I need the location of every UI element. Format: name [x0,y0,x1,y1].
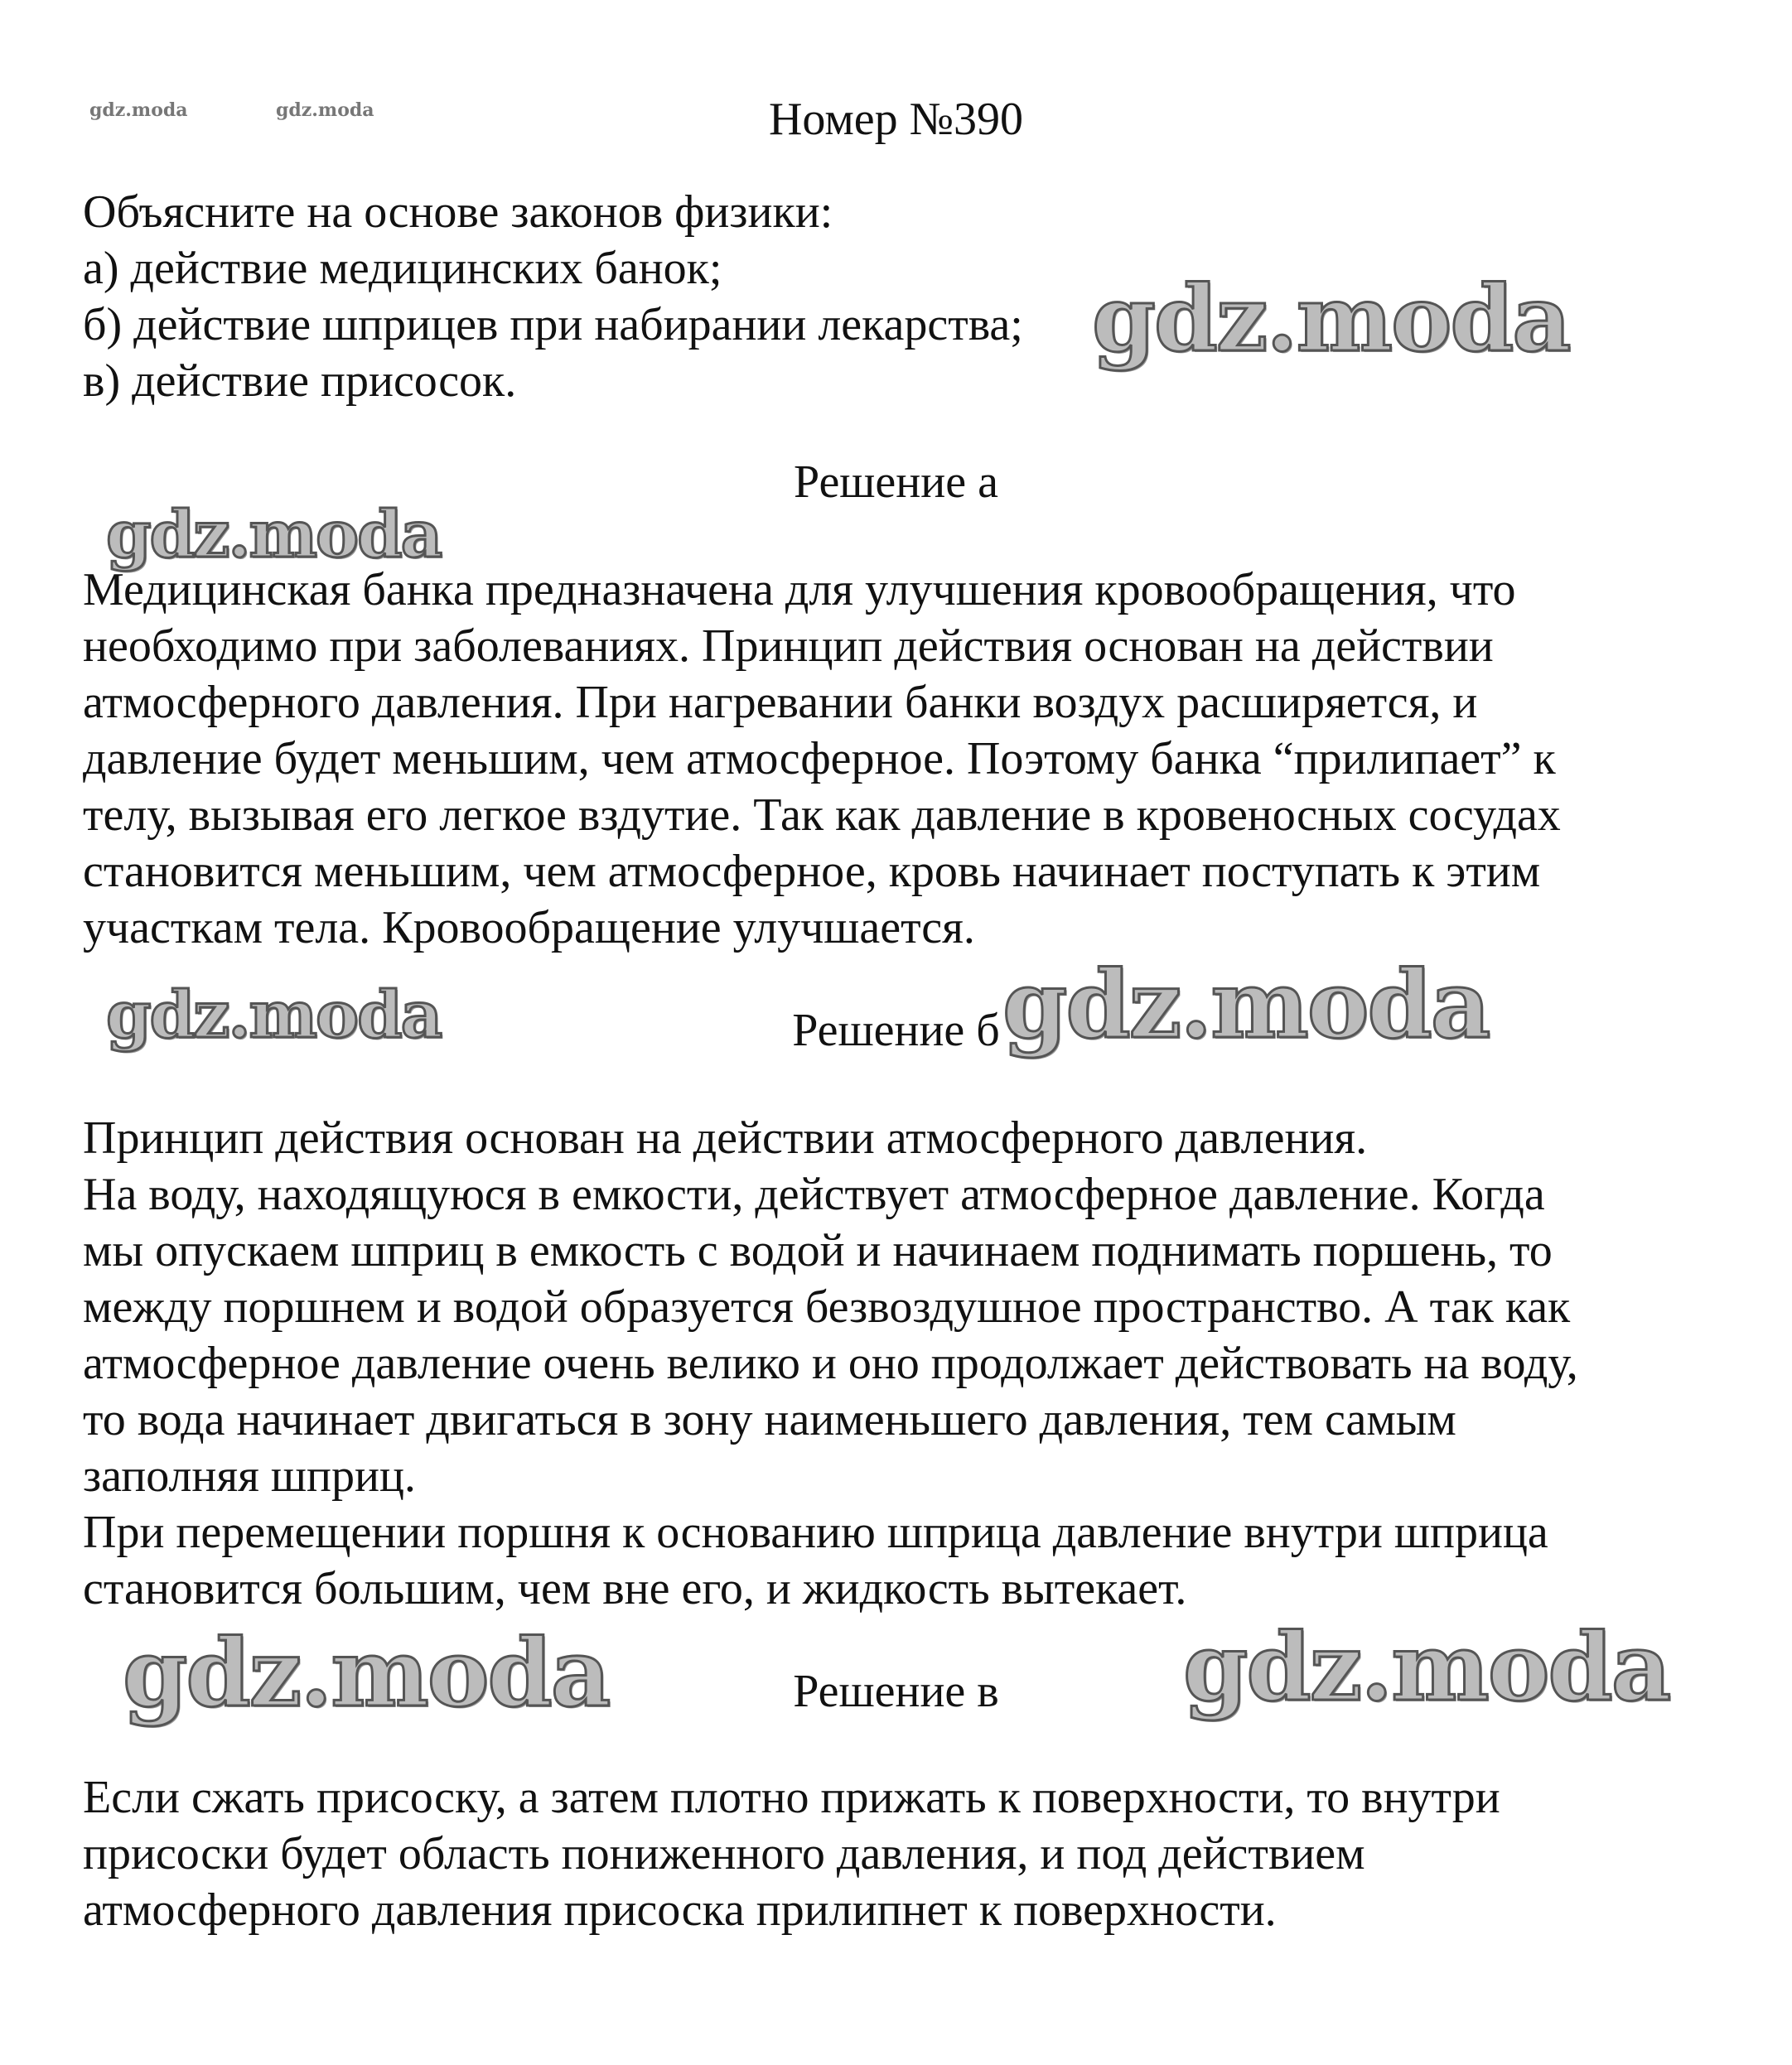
solution-b-line: атмосферное давление очень велико и оно продолжает действовать на воду, [83,1338,1578,1389]
solution-b-line: мы опускаем шприц в емкость с водой и начинаем поднимать поршень, то [83,1225,1553,1276]
solution-b-text [83,1110,1740,1617]
watermark-large-4: gdz.moda [1002,951,1490,1059]
solution-b-line: Принцип действия основан на действии атмосферного давления. [83,1112,1368,1164]
solution-a-line: давление будет меньшим, чем атмосферное. Поэтому банка “прилипает” к [83,733,1556,784]
solution-a-line: участкам тела. Кровообращение улучшается. [83,902,975,953]
solution-a-line: необходимо при заболеваниях. Принцип действия основан на действии [83,620,1494,672]
solution-c-heading: Решение в [793,1666,999,1717]
watermark-small-1: gdz.moda [89,99,188,121]
solution-a-line: телу, вызывая его легкое вздутие. Так как давление в кровеносных сосудах [83,789,1561,841]
question-line: а) действие медицинских банок; [83,243,722,294]
watermark-small-2: gdz.moda [276,99,374,121]
question-line: Объясните на основе законов физики: [83,186,833,238]
solution-c-line: присоски будет область пониженного давления, и под действием [83,1828,1365,1879]
solution-a-line: становится меньшим, чем атмосферное, кровь начинает поступать к этим [83,846,1541,897]
solution-c-text [83,1769,1740,1938]
solution-a-line: Медицинская банка предназначена для улучшения кровообращения, что [83,564,1516,615]
solution-b-line: При перемещении поршня к основанию шприца давление внутри шприца [83,1507,1548,1558]
watermark-large-5: gdz.moda [123,1619,610,1728]
watermark-large-2: gdz.moda [106,497,442,572]
solution-b-heading: Решение б [792,1005,1000,1056]
solution-a-line: атмосферного давления. При нагревании банки воздух расширяется, и [83,677,1478,728]
solution-b-line: заполняя шприц. [83,1450,416,1502]
solution-c-line: Если сжать присоску, а затем плотно прижать к поверхности, то внутри [83,1772,1500,1823]
page-title: Номер №390 [768,94,1024,145]
watermark-large-1: gdz.moda [1092,265,1570,372]
watermark-large-3: gdz.moda [106,977,442,1053]
solution-c-line: атмосферного давления присоска прилипнет к поверхности. [83,1884,1277,1936]
solution-a-text [83,562,1740,956]
watermark-large-6: gdz.moda [1183,1614,1670,1722]
solution-a-heading: Решение а [794,456,998,508]
solution-b-line: то вода начинает двигаться в зону наименьшего давления, тем самым [83,1394,1456,1445]
question-line: б) действие шприцев при набирании лекарства; [83,299,1023,350]
solution-b-line: становится большим, чем вне его, и жидкость вытекает. [83,1563,1187,1614]
solution-b-line: между поршнем и водой образуется безвоздушное пространство. А так как [83,1281,1571,1333]
question-line: в) действие присосок. [83,355,517,407]
solution-b-line: На воду, находящуюся в емкости, действует атмосферное давление. Когда [83,1169,1545,1220]
